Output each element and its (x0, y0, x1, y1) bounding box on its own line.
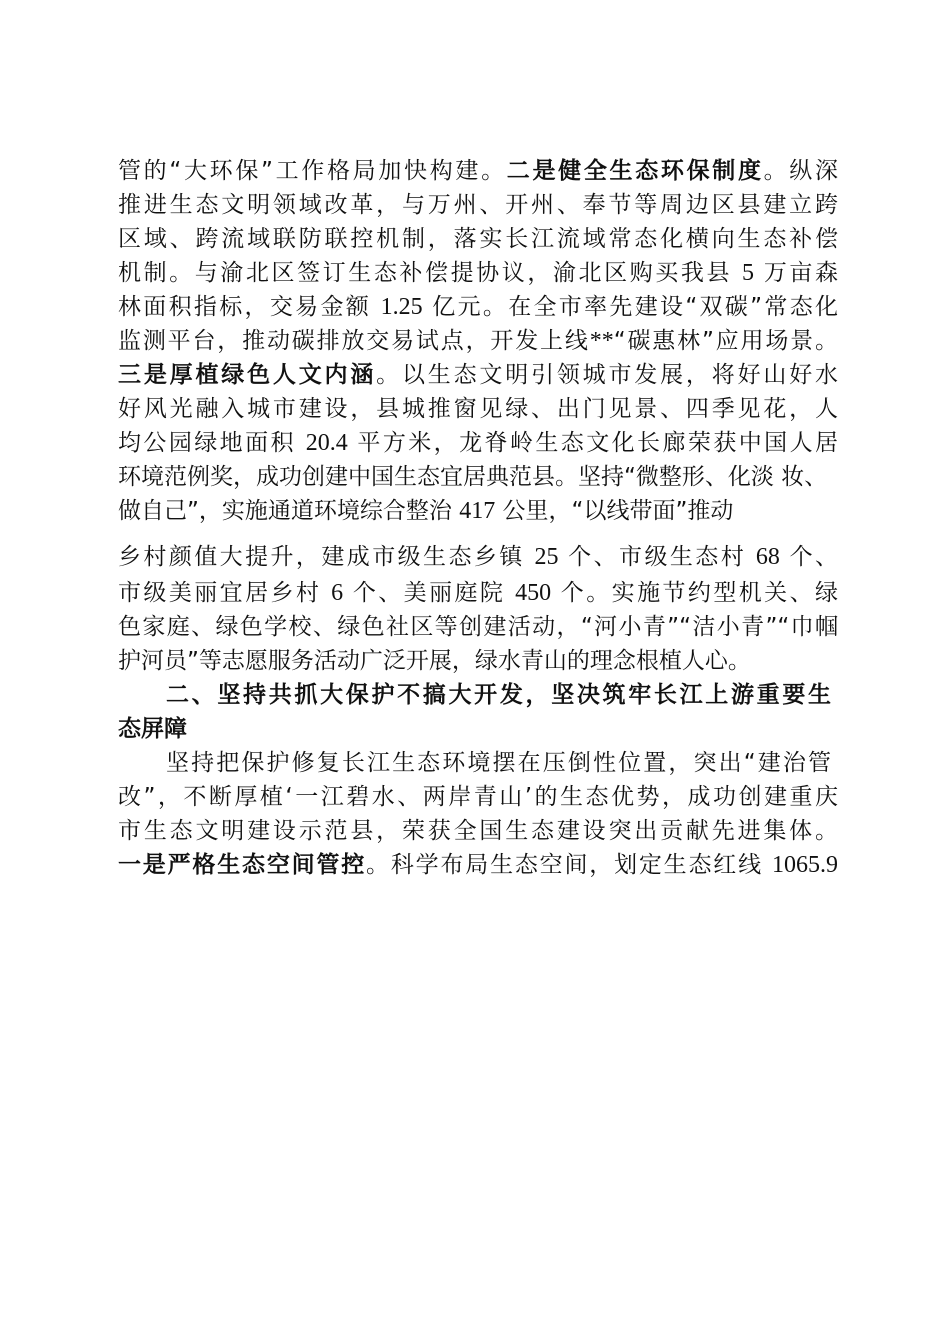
text-run: 个。实施节约型机关、绿 (551, 580, 839, 606)
text-line (118, 188, 838, 222)
text-line (118, 494, 798, 528)
text-run: 护河员”等志愿服务活动广泛开展，绿水青山的理念根植人心。 (118, 648, 751, 674)
number: 5 (741, 260, 754, 286)
text-run: 区域、跨流域联防联控机制，落实长江流域常态化横向生态补偿 (118, 226, 838, 252)
text-line (118, 324, 838, 358)
text-line (118, 610, 838, 644)
number: 1065.9 (772, 852, 839, 878)
number: 25 (534, 544, 559, 570)
text-run: 坚持把保护修复长江生态环境摆在压倒性位置，突出“建治管 (166, 750, 831, 776)
number: 6 (331, 580, 344, 606)
text-run: 环境范例奖，成功创建中国生态宜居典范县。坚持“微整形、化淡 妆、 (118, 464, 828, 490)
text-run: 好风光融入城市建设，县城推窗见绿、出门见景、四季见花，人 (118, 396, 838, 422)
text-run: 个、 (779, 544, 839, 570)
text-line (118, 426, 838, 460)
text-line (118, 576, 838, 610)
text-run: 推进生态文明领域改革，与万州、开州、奉节等周边区县建立跨 (118, 192, 838, 218)
text-line (118, 256, 838, 290)
text-run: 个、市级生态村 (558, 544, 756, 570)
text-line (118, 392, 838, 426)
section-heading-text: 二、坚持共抓大保护不搞大开发，坚决筑牢长江上游重要生 (166, 682, 831, 708)
bold-phrase: 一是严格生态空间管控 (118, 852, 367, 878)
number: 68 (755, 544, 780, 570)
text-line (118, 780, 838, 814)
text-run: 做自己”，实施通道环境综合整治 (118, 498, 460, 524)
number: 450 (515, 580, 552, 606)
text-run: 。纵深 (763, 158, 838, 184)
text-run: 平方米，龙脊岭生态文化长廊荣获中国人居 (347, 430, 839, 456)
bold-phrase: 二是健全生态环保制度 (506, 158, 764, 184)
text-run: 林面积指标，交易金额 (118, 294, 381, 320)
text-line (118, 460, 858, 494)
text-run: “碳惠林”应用场景。 (613, 328, 838, 354)
text-line (118, 222, 838, 256)
text-line (118, 154, 838, 188)
section-heading (166, 678, 831, 712)
text-line (118, 644, 838, 678)
text-run: 。以生态文明引领城市发展，将好山好水 (376, 362, 839, 388)
text-run: 乡村颜值大提升，建成市级生态乡镇 (118, 544, 535, 570)
number: ** (589, 328, 614, 354)
text-line (118, 540, 838, 574)
bold-phrase: 三是厚植绿色人文内涵 (118, 362, 377, 388)
section-heading-text: 态屏障 (118, 716, 187, 742)
text-run: 。科学布局生态空间，划定生态红线 (366, 852, 773, 878)
text-run: 亿元。在全市率先建设“双碳”常态化 (422, 294, 838, 320)
text-run: 均公园绿地面积 (118, 430, 306, 456)
text-run: 色家庭、绿色学校、绿色社区等创建活动，“河小青”“洁小青”“巾帼 (118, 614, 838, 640)
text-run: 市级美丽宜居乡村 (118, 580, 332, 606)
number: 417 (459, 498, 496, 524)
text-line (118, 814, 838, 848)
text-line (166, 746, 831, 780)
number: 20.4 (305, 430, 348, 456)
text-run: 个、美丽庭院 (343, 580, 516, 606)
text-run: 机制。与渝北区签订生态补偿提协议，渝北区购买我县 (118, 260, 742, 286)
text-run: 管的“大环保”工作格局加快构建。 (118, 158, 507, 184)
text-line (118, 848, 838, 882)
text-run: 市生态文明建设示范县，荣获全国生态建设突出贡献先进集体。 (118, 818, 838, 844)
text-run: 改”，不断厚植‘一江碧水、两岸青山’的生态优势，成功创建重庆 (118, 784, 838, 810)
text-line (118, 358, 838, 392)
number: 1.25 (380, 294, 423, 320)
text-run: 公里，“以线带面”推动 (495, 498, 734, 524)
text-line (118, 290, 838, 324)
text-run: 万亩森 (753, 260, 839, 286)
section-heading-continuation (118, 712, 838, 746)
text-run: 监测平台，推动碳排放交易试点，开发上线 (118, 328, 590, 354)
